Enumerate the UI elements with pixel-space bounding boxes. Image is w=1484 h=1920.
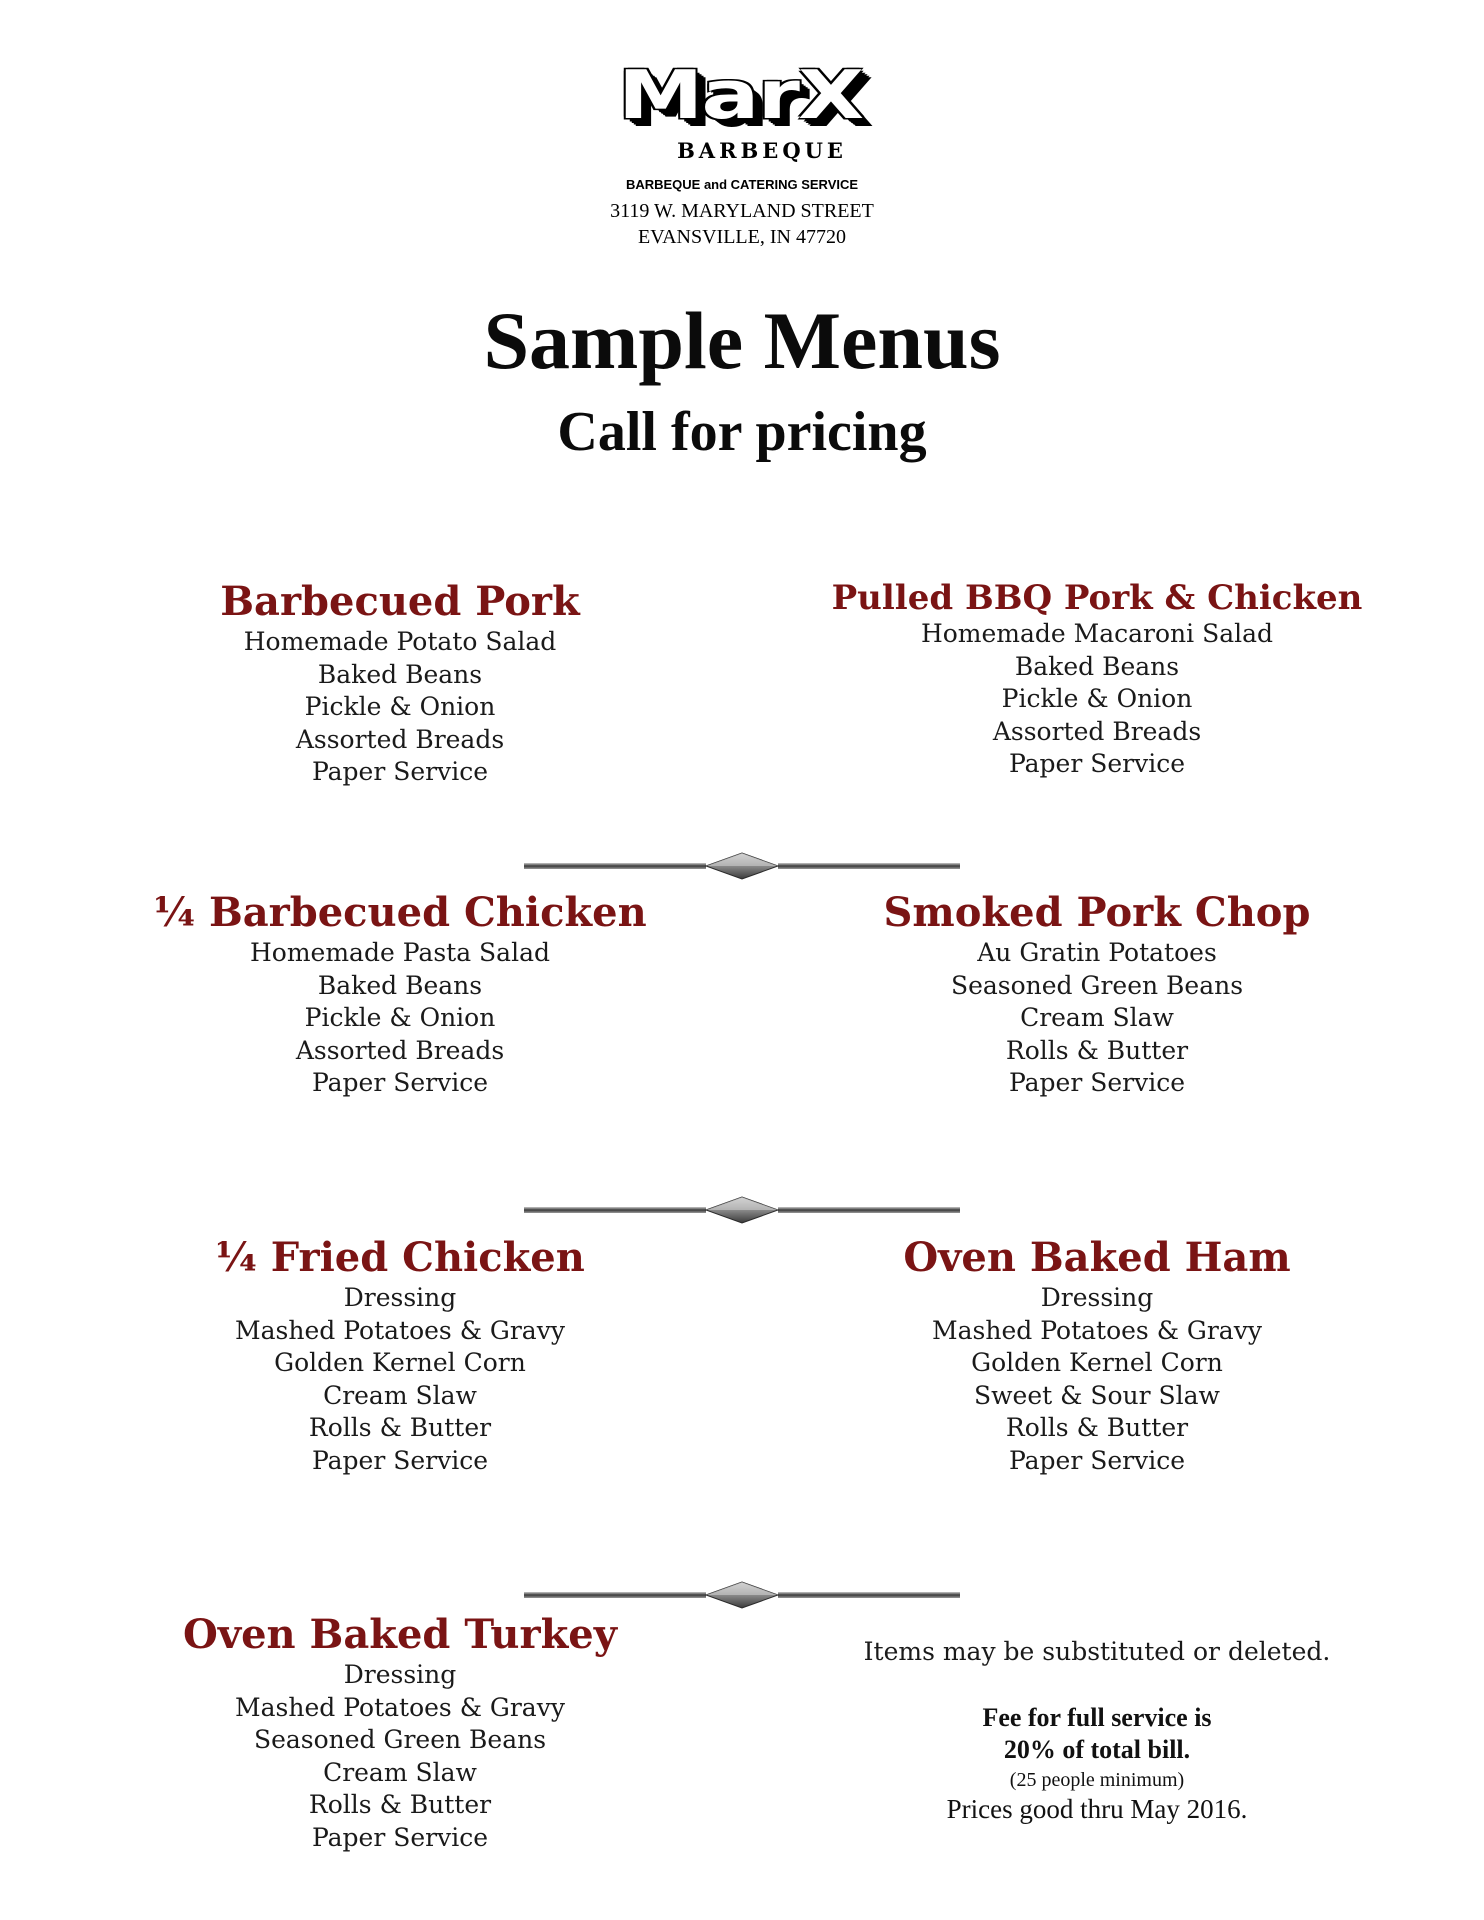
- menu-item: Dressing: [343, 1283, 457, 1312]
- menu-title: Barbecued Pork: [220, 578, 580, 625]
- logo-wordmark: MarX: [617, 56, 863, 135]
- menu-item: Mashed Potatoes & Gravy: [932, 1315, 1262, 1345]
- ornamental-divider: [524, 1580, 960, 1610]
- menu-item: Au Gratin Potatoes: [977, 938, 1217, 967]
- menu-item: Baked Beans: [317, 659, 483, 689]
- address-city: EVANSVILLE, IN 47720: [638, 226, 846, 248]
- menu-item: Homemade Macaroni Salad: [920, 619, 1274, 648]
- menu-item: Homemade Pasta Salad: [250, 938, 550, 967]
- menu-quarter-fried-chicken: [100, 1234, 700, 1477]
- menu-item-list: [797, 1282, 1397, 1477]
- menu-item-list: [100, 937, 700, 1100]
- logo-block: [0, 56, 1484, 250]
- menu-item: Golden Kernel Corn: [971, 1348, 1223, 1377]
- ornamental-divider: [524, 851, 960, 881]
- logo-tagline: BARBEQUE and CATERING SERVICE: [625, 177, 859, 192]
- menu-item: Homemade Potato Salad: [243, 627, 557, 656]
- menu-item: Assorted Breads: [992, 716, 1202, 746]
- menu-item: Mashed Potatoes & Gravy: [235, 1692, 565, 1722]
- menu-oven-baked-turkey: [100, 1611, 700, 1854]
- menu-smoked-pork-chop: [797, 889, 1397, 1100]
- menu-item: Dressing: [343, 1660, 457, 1689]
- service-fee-line2: 20% of total bill.: [1003, 1735, 1191, 1764]
- menu-pulled-bbq-pork-chicken: [797, 578, 1397, 781]
- menu-item-list: [100, 1282, 700, 1477]
- price-validity: Prices good thru May 2016.: [946, 1794, 1248, 1824]
- menu-item: Rolls & Butter: [1005, 1035, 1189, 1065]
- menu-item: Sweet & Sour Slaw: [974, 1380, 1220, 1410]
- menu-item: Pickle & Onion: [1001, 684, 1193, 713]
- service-fee-line1: Fee for full service is: [982, 1703, 1212, 1732]
- menu-item: Seasoned Green Beans: [253, 1725, 547, 1754]
- menu-item-list: [797, 937, 1397, 1100]
- menu-item: Baked Beans: [317, 970, 483, 1000]
- menu-title: Oven Baked Ham: [903, 1234, 1291, 1281]
- menu-item: Paper Service: [311, 1445, 489, 1475]
- menu-item: Paper Service: [311, 1822, 489, 1852]
- menu-item: Mashed Potatoes & Gravy: [235, 1315, 565, 1345]
- menu-item: Paper Service: [1008, 1445, 1186, 1475]
- menu-item: Rolls & Butter: [308, 1790, 492, 1819]
- menu-item: Seasoned Green Beans: [950, 970, 1244, 1000]
- minimum-note: (25 people minimum): [1009, 1769, 1185, 1791]
- menu-item: Golden Kernel Corn: [274, 1348, 526, 1377]
- menu-item: Paper Service: [1008, 749, 1186, 778]
- ornamental-divider: [524, 1195, 960, 1225]
- menu-item: Pickle & Onion: [304, 692, 496, 721]
- menu-title: ¼ Fried Chicken: [215, 1234, 585, 1281]
- menu-item: Paper Service: [1008, 1068, 1186, 1097]
- menu-item: Cream Slaw: [323, 1757, 477, 1787]
- menu-item: Rolls & Butter: [1005, 1413, 1189, 1442]
- menu-title: Smoked Pork Chop: [883, 889, 1311, 936]
- menu-item: Rolls & Butter: [308, 1413, 492, 1442]
- pricing-notes: [797, 1636, 1397, 1824]
- menu-item-list: [100, 1659, 700, 1854]
- menu-item-list: [797, 618, 1397, 781]
- menu-title: Pulled BBQ Pork & Chicken: [831, 578, 1363, 618]
- page-title: Sample Menus: [483, 295, 1001, 386]
- menu-item: Assorted Breads: [295, 724, 505, 754]
- address-street: 3119 W. MARYLAND STREET: [610, 200, 874, 222]
- menu-quarter-barbecued-chicken: [100, 889, 700, 1100]
- menu-item: Pickle & Onion: [304, 1003, 496, 1032]
- menu-oven-baked-ham: [797, 1234, 1397, 1477]
- menu-item: Paper Service: [311, 757, 489, 786]
- menu-item: Cream Slaw: [1020, 1003, 1174, 1032]
- menu-item: Cream Slaw: [323, 1380, 477, 1410]
- menu-title: Oven Baked Turkey: [183, 1611, 617, 1658]
- page-subtitle: Call for pricing: [557, 401, 927, 463]
- menu-item: Assorted Breads: [295, 1035, 505, 1065]
- menu-item: Paper Service: [311, 1068, 489, 1097]
- logo-subtitle: BARBEQUE: [677, 138, 847, 163]
- menu-item: Baked Beans: [1014, 651, 1180, 681]
- menu-title: ¼ Barbecued Chicken: [153, 889, 647, 936]
- menu-item-list: [100, 626, 700, 789]
- menu-item: Dressing: [1040, 1283, 1154, 1312]
- menu-barbecued-pork: [100, 578, 700, 789]
- substitution-note: Items may be substituted or deleted.: [863, 1637, 1331, 1666]
